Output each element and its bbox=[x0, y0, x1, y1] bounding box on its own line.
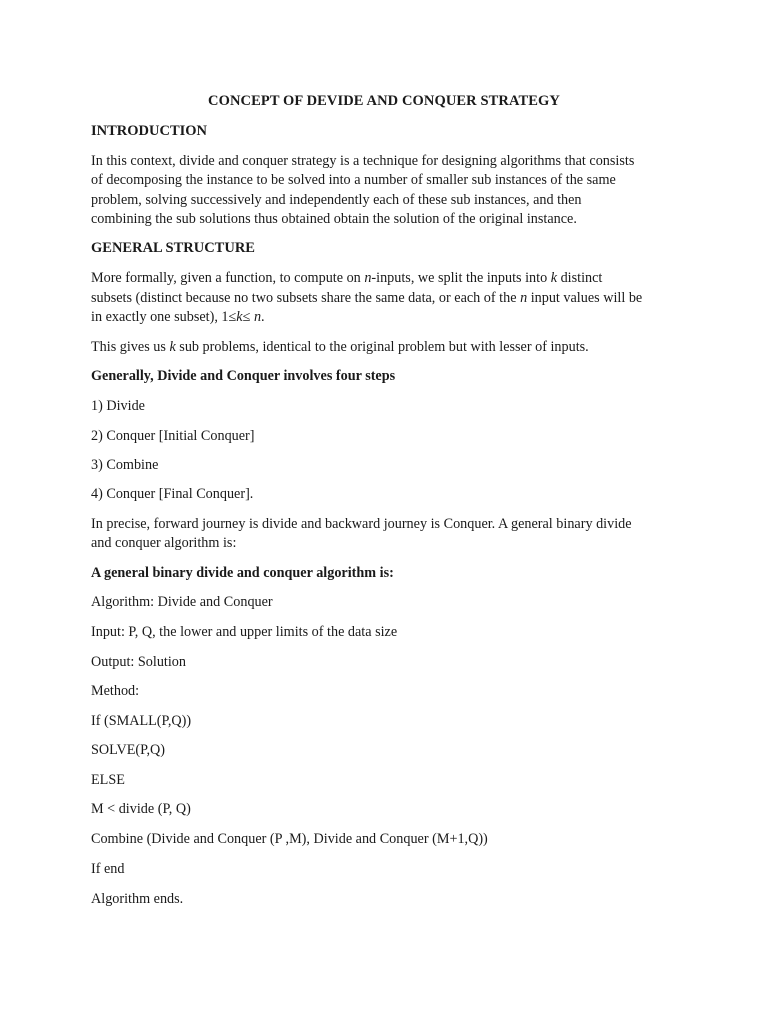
algorithm-line: Input: P, Q, the lower and upper limits of the data size bbox=[91, 624, 398, 640]
algorithm-line: Combine (Divide and Conquer (P ,M), Divide and Conquer (M+1,Q)) bbox=[91, 831, 488, 847]
algorithm-line: Method: bbox=[91, 683, 140, 699]
text-run: This gives us bbox=[91, 339, 170, 355]
text-run: . bbox=[261, 309, 265, 325]
steps-heading: Generally, Divide and Conquer involves four steps bbox=[91, 368, 396, 384]
general-structure-heading: GENERAL STRUCTURE bbox=[91, 240, 255, 256]
algorithm-line: If (SMALL(P,Q)) bbox=[91, 713, 192, 729]
text-run: More formally, given a function, to compute on bbox=[91, 270, 365, 286]
step-item: 1) Divide bbox=[91, 398, 145, 414]
variable-k: k bbox=[550, 270, 558, 286]
variable-k: k bbox=[169, 339, 176, 355]
step-item: 4) Conquer [Final Conquer]. bbox=[91, 486, 254, 502]
variable-k: k bbox=[236, 309, 243, 325]
text-run: distinct bbox=[557, 270, 603, 286]
step-item: 2) Conquer [Initial Conquer] bbox=[91, 428, 255, 444]
algorithm-line: M < divide (P, Q) bbox=[91, 801, 191, 817]
general-structure-line bbox=[91, 270, 602, 287]
introduction-line: combining the sub solutions thus obtained obtain the solution of the original instance. bbox=[91, 211, 577, 227]
text-run: input values will be bbox=[527, 290, 643, 306]
subproblems-sentence bbox=[91, 339, 589, 356]
step-item: 3) Combine bbox=[91, 457, 159, 473]
text-run: ≤ bbox=[242, 309, 254, 325]
general-structure-line bbox=[91, 290, 642, 307]
introduction-heading: INTRODUCTION bbox=[91, 123, 208, 139]
introduction-line: problem, solving successively and independently each of these sub instances, and then bbox=[91, 192, 582, 208]
variable-n: n bbox=[364, 270, 372, 286]
algorithm-line: Algorithm: Divide and Conquer bbox=[91, 594, 273, 610]
algorithm-line: Output: Solution bbox=[91, 654, 186, 670]
introduction-line: In this context, divide and conquer strategy is a technique for designing algorithms that consists bbox=[91, 153, 635, 169]
algorithm-line: SOLVE(P,Q) bbox=[91, 742, 165, 758]
algorithm-line: ELSE bbox=[91, 772, 125, 788]
variable-n: n bbox=[253, 309, 262, 325]
text-run: -inputs, we split the inputs into bbox=[371, 270, 551, 286]
variable-n: n bbox=[520, 290, 528, 306]
precise-line: and conquer algorithm is: bbox=[91, 535, 237, 551]
algorithm-line: Algorithm ends. bbox=[91, 891, 184, 907]
document-title: CONCEPT OF DEVIDE AND CONQUER STRATEGY bbox=[208, 93, 560, 109]
introduction-line: of decomposing the instance to be solved into a number of smaller sub instances of the same bbox=[91, 172, 616, 188]
text-run: subsets (distinct because no two subsets share the same data, or each of the bbox=[91, 290, 521, 306]
algorithm-line: If end bbox=[91, 861, 125, 877]
text-run: in exactly one subset), 1≤ bbox=[91, 309, 237, 325]
general-structure-line bbox=[91, 309, 265, 326]
text-run: sub problems, identical to the original problem but with lesser of inputs. bbox=[175, 339, 589, 355]
precise-line: In precise, forward journey is divide and backward journey is Conquer. A general binary divide bbox=[91, 516, 632, 532]
algorithm-heading: A general binary divide and conquer algorithm is: bbox=[91, 565, 394, 581]
